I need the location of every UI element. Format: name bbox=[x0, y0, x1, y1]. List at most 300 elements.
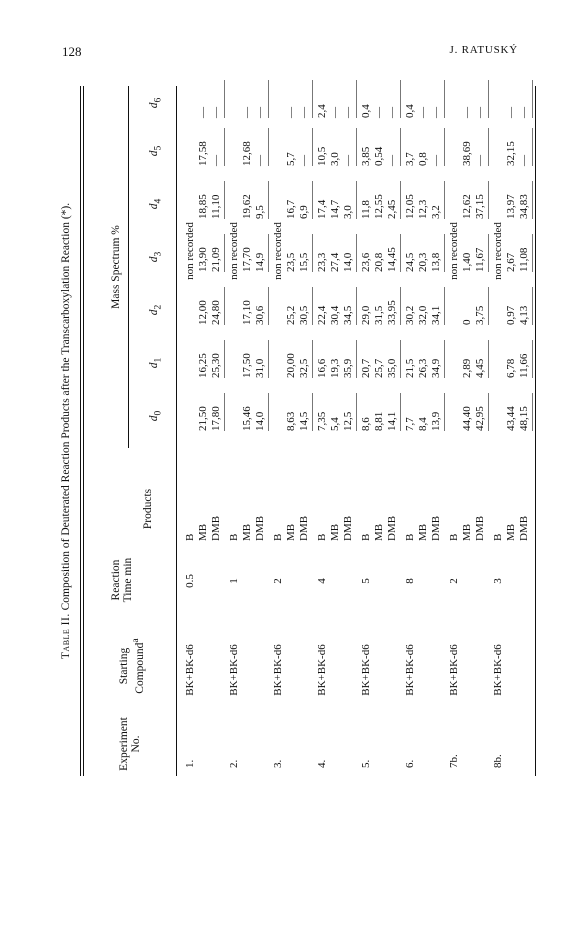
mass-spectrum-rule bbox=[128, 86, 129, 448]
value-cell-d4 bbox=[360, 175, 399, 219]
value: 13,90 bbox=[197, 247, 209, 272]
value-rule bbox=[488, 80, 489, 118]
value: 23,6 bbox=[360, 252, 372, 272]
product-name: MB bbox=[505, 523, 517, 541]
product-name: B bbox=[316, 533, 328, 541]
non-recorded-note: non recorded bbox=[228, 222, 240, 280]
value-rule bbox=[400, 234, 401, 272]
col-header-experiment: Experiment No. bbox=[118, 717, 142, 771]
col-header-starting-sup: a bbox=[130, 638, 141, 643]
d-letter: d bbox=[148, 256, 160, 263]
value: 12,5 bbox=[342, 411, 354, 431]
col-header-d5 bbox=[148, 136, 164, 166]
value-rule bbox=[224, 234, 225, 272]
value-cell-d2 bbox=[404, 281, 443, 325]
value bbox=[448, 281, 461, 325]
value-cell-d1 bbox=[448, 334, 487, 378]
value: 15,46 bbox=[241, 406, 253, 431]
d-subscript: 2 bbox=[152, 304, 164, 310]
value bbox=[492, 228, 505, 272]
experiment-no: 6. bbox=[404, 759, 416, 768]
value bbox=[272, 387, 285, 431]
value: 12,68 bbox=[241, 141, 253, 166]
value: 32,5 bbox=[298, 358, 310, 378]
value bbox=[272, 122, 285, 166]
value-cell-d4 bbox=[184, 175, 223, 219]
value: 33,95 bbox=[386, 300, 398, 325]
value: 16,6 bbox=[316, 358, 328, 378]
value-cell-d2 bbox=[492, 281, 531, 325]
value: — bbox=[373, 107, 385, 118]
starting-compound: BK+BK-d6 bbox=[184, 644, 196, 696]
value-rule bbox=[444, 181, 445, 219]
value-rule bbox=[444, 128, 445, 166]
value-cell-d0 bbox=[184, 387, 223, 431]
value: 30,5 bbox=[298, 305, 310, 325]
experiment-no: 8b. bbox=[492, 754, 504, 768]
value: 1,40 bbox=[461, 252, 473, 272]
value-cell-d5 bbox=[404, 122, 443, 166]
value: — bbox=[241, 107, 253, 118]
value-cell-d0 bbox=[360, 387, 399, 431]
col-header-d0 bbox=[148, 401, 164, 431]
value-cell-d3 bbox=[492, 228, 531, 272]
value: — bbox=[430, 155, 442, 166]
value bbox=[492, 387, 505, 431]
value-rule bbox=[224, 393, 225, 431]
value: 8,63 bbox=[285, 411, 297, 431]
value-rule bbox=[268, 393, 269, 431]
value: 27,4 bbox=[329, 252, 341, 272]
reaction-time: 3 bbox=[492, 578, 504, 584]
value-cell-d1 bbox=[228, 334, 267, 378]
value: 9,5 bbox=[254, 205, 266, 219]
value-cell-d3 bbox=[228, 228, 267, 272]
value: 34,5 bbox=[342, 305, 354, 325]
value-rule bbox=[268, 287, 269, 325]
product-name: MB bbox=[373, 523, 385, 541]
products-cell bbox=[404, 461, 443, 541]
value: 24,5 bbox=[404, 252, 416, 272]
d-subscript: 3 bbox=[152, 251, 164, 257]
reaction-time: 1 bbox=[228, 578, 240, 584]
products-cell bbox=[492, 461, 531, 541]
value bbox=[184, 334, 197, 378]
value-rule bbox=[224, 340, 225, 378]
value-rule bbox=[356, 234, 357, 272]
d-subscript: 5 bbox=[152, 145, 164, 151]
value: 34,1 bbox=[430, 305, 442, 325]
d-subscript: 0 bbox=[152, 410, 164, 416]
value: — bbox=[298, 155, 310, 166]
products-cell bbox=[184, 461, 223, 541]
value: 12,62 bbox=[461, 194, 473, 219]
value-cell-d2 bbox=[448, 281, 487, 325]
value: 12,3 bbox=[417, 199, 429, 219]
value: — bbox=[197, 107, 209, 118]
col-header-starting-text: Starting Compound bbox=[118, 642, 146, 694]
product-name: B bbox=[184, 533, 196, 541]
value: 0,4 bbox=[360, 104, 372, 118]
value-rule bbox=[268, 181, 269, 219]
value-rule bbox=[444, 234, 445, 272]
value: 5,4 bbox=[329, 417, 341, 431]
value bbox=[272, 175, 285, 219]
product-name: B bbox=[492, 533, 504, 541]
value: — bbox=[518, 107, 530, 118]
value-cell-d5 bbox=[448, 122, 487, 166]
value bbox=[184, 281, 197, 325]
value-rule bbox=[312, 80, 313, 118]
product-name: DMB bbox=[474, 515, 486, 541]
value: 8,6 bbox=[360, 417, 372, 431]
value: 14,1 bbox=[386, 411, 398, 431]
value: — bbox=[386, 155, 398, 166]
value: 3,7 bbox=[404, 152, 416, 166]
value-rule bbox=[400, 181, 401, 219]
value bbox=[228, 74, 241, 118]
value-cell-d0 bbox=[448, 387, 487, 431]
value: 12,55 bbox=[373, 194, 385, 219]
value bbox=[228, 175, 241, 219]
value-rule bbox=[488, 287, 489, 325]
value-cell-d0 bbox=[272, 387, 311, 431]
value: 8,4 bbox=[417, 417, 429, 431]
value: — bbox=[342, 155, 354, 166]
reaction-time: 2 bbox=[272, 578, 284, 584]
value: 30,2 bbox=[404, 305, 416, 325]
value bbox=[228, 387, 241, 431]
value: — bbox=[254, 107, 266, 118]
non-recorded-note: non recorded bbox=[492, 222, 504, 280]
product-name: DMB bbox=[342, 515, 354, 541]
experiment-no: 2. bbox=[228, 759, 240, 768]
d-letter: d bbox=[148, 150, 160, 157]
value: 13,97 bbox=[505, 194, 517, 219]
value: 8,81 bbox=[373, 411, 385, 431]
page-header bbox=[62, 44, 518, 64]
value: 14,0 bbox=[254, 411, 266, 431]
d-letter: d bbox=[148, 203, 160, 210]
value: 11,08 bbox=[518, 247, 530, 272]
value-rule bbox=[400, 287, 401, 325]
value: 5,7 bbox=[285, 152, 297, 166]
value: 13,9 bbox=[430, 411, 442, 431]
value-cell-d6 bbox=[404, 74, 443, 118]
value bbox=[184, 74, 197, 118]
value-rule bbox=[356, 287, 357, 325]
col-header-products: Products bbox=[142, 488, 154, 530]
value: 14,45 bbox=[386, 247, 398, 272]
value: 3,0 bbox=[342, 205, 354, 219]
product-name: MB bbox=[417, 523, 429, 541]
col-header-d4 bbox=[148, 189, 164, 219]
value: 3,85 bbox=[360, 146, 372, 166]
value-cell-d5 bbox=[492, 122, 531, 166]
value: 26,3 bbox=[417, 358, 429, 378]
value: 17,10 bbox=[241, 300, 253, 325]
value-cell-d6 bbox=[448, 74, 487, 118]
value: 0 bbox=[461, 319, 473, 325]
value: 4,45 bbox=[474, 358, 486, 378]
d-subscript: 4 bbox=[152, 198, 164, 204]
col-header-mass-spectrum: Mass Spectrum % bbox=[110, 225, 122, 309]
value-rule bbox=[488, 128, 489, 166]
value-rule bbox=[400, 340, 401, 378]
d-letter: d bbox=[148, 102, 160, 109]
value bbox=[492, 281, 505, 325]
value: 35,9 bbox=[342, 358, 354, 378]
value: 16,7 bbox=[285, 199, 297, 219]
value: 3,2 bbox=[430, 205, 442, 219]
col-header-time: Reaction Time min bbox=[110, 557, 134, 603]
product-name: DMB bbox=[298, 515, 310, 541]
value: 6,78 bbox=[505, 358, 517, 378]
value: 2,67 bbox=[505, 252, 517, 272]
value-cell-d6 bbox=[360, 74, 399, 118]
value-rule bbox=[268, 234, 269, 272]
value bbox=[448, 175, 461, 219]
value: 4,13 bbox=[518, 305, 530, 325]
product-name: B bbox=[228, 533, 240, 541]
value-rule bbox=[532, 181, 533, 219]
value: 7,35 bbox=[316, 411, 328, 431]
value bbox=[228, 122, 241, 166]
value: 17,4 bbox=[316, 199, 328, 219]
products-cell bbox=[272, 461, 311, 541]
value-rule bbox=[224, 181, 225, 219]
value: — bbox=[474, 107, 486, 118]
value bbox=[492, 122, 505, 166]
value: 3,75 bbox=[474, 305, 486, 325]
value: 21,09 bbox=[210, 247, 222, 272]
value: 42,95 bbox=[474, 406, 486, 431]
value-cell-d2 bbox=[272, 281, 311, 325]
value-rule bbox=[444, 340, 445, 378]
value: 19,62 bbox=[241, 194, 253, 219]
value-cell-d4 bbox=[272, 175, 311, 219]
value: 20,7 bbox=[360, 358, 372, 378]
value bbox=[448, 122, 461, 166]
value: — bbox=[329, 107, 341, 118]
value bbox=[448, 334, 461, 378]
product-name: DMB bbox=[210, 515, 222, 541]
value-cell-d1 bbox=[492, 334, 531, 378]
table-label: Table II. bbox=[60, 613, 72, 660]
value-rule bbox=[356, 181, 357, 219]
value: — bbox=[461, 107, 473, 118]
products-cell bbox=[228, 461, 267, 541]
experiment-no: 1. bbox=[184, 759, 196, 768]
value bbox=[448, 74, 461, 118]
reaction-time: 8 bbox=[404, 578, 416, 584]
value bbox=[492, 334, 505, 378]
value: 6,9 bbox=[298, 205, 310, 219]
product-name: B bbox=[272, 533, 284, 541]
value: 25,7 bbox=[373, 358, 385, 378]
experiment-no: 3. bbox=[272, 759, 284, 768]
experiment-no: 4. bbox=[316, 759, 328, 768]
bottom-rule bbox=[535, 86, 536, 776]
value: 17,70 bbox=[241, 247, 253, 272]
starting-compound: BK+BK-d6 bbox=[228, 644, 240, 696]
value: 20,00 bbox=[285, 353, 297, 378]
value-rule bbox=[532, 340, 533, 378]
product-name: B bbox=[360, 533, 372, 541]
product-name: DMB bbox=[430, 515, 442, 541]
value-rule bbox=[312, 181, 313, 219]
d-letter: d bbox=[148, 415, 160, 422]
value-cell-d5 bbox=[184, 122, 223, 166]
value-cell-d6 bbox=[492, 74, 531, 118]
value: 16,25 bbox=[197, 353, 209, 378]
product-name: B bbox=[448, 533, 460, 541]
value-cell-d4 bbox=[448, 175, 487, 219]
value-cell-d3 bbox=[316, 228, 355, 272]
non-recorded-note: non recorded bbox=[448, 222, 460, 280]
value: — bbox=[210, 155, 222, 166]
product-name: MB bbox=[329, 523, 341, 541]
non-recorded-note: non recorded bbox=[272, 222, 284, 280]
value: 20,8 bbox=[373, 252, 385, 272]
col-header-d6 bbox=[148, 88, 164, 118]
value-rule bbox=[356, 128, 357, 166]
value: 29,0 bbox=[360, 305, 372, 325]
value: — bbox=[430, 107, 442, 118]
table-caption bbox=[60, 86, 72, 776]
value-cell-d2 bbox=[228, 281, 267, 325]
value-rule bbox=[532, 80, 533, 118]
value bbox=[272, 334, 285, 378]
value-rule bbox=[488, 393, 489, 431]
value: 11,67 bbox=[474, 247, 486, 272]
value: 31,0 bbox=[254, 358, 266, 378]
products-cell bbox=[316, 461, 355, 541]
value-cell-d2 bbox=[360, 281, 399, 325]
product-name: B bbox=[404, 533, 416, 541]
value: 43,44 bbox=[505, 406, 517, 431]
value-rule bbox=[268, 128, 269, 166]
value: 14,7 bbox=[329, 199, 341, 219]
value-cell-d0 bbox=[228, 387, 267, 431]
page-number: 128 bbox=[62, 44, 82, 59]
value-cell-d5 bbox=[360, 122, 399, 166]
value-cell-d3 bbox=[404, 228, 443, 272]
value-cell-d6 bbox=[184, 74, 223, 118]
starting-compound: BK+BK-d6 bbox=[448, 644, 460, 696]
product-name: DMB bbox=[386, 515, 398, 541]
value-cell-d2 bbox=[316, 281, 355, 325]
col-header-d1 bbox=[148, 348, 164, 378]
value: — bbox=[474, 155, 486, 166]
value: — bbox=[417, 107, 429, 118]
value: 0,54 bbox=[373, 146, 385, 166]
value: 37,15 bbox=[474, 194, 486, 219]
value: 17,58 bbox=[197, 141, 209, 166]
value-cell-d0 bbox=[492, 387, 531, 431]
value: 32,15 bbox=[505, 141, 517, 166]
value-cell-d6 bbox=[316, 74, 355, 118]
value: 15,5 bbox=[298, 252, 310, 272]
value: 0,97 bbox=[505, 305, 517, 325]
value bbox=[272, 281, 285, 325]
value: 21,50 bbox=[197, 406, 209, 431]
value: — bbox=[342, 107, 354, 118]
experiment-no: 7b. bbox=[448, 754, 460, 768]
value: 20,3 bbox=[417, 252, 429, 272]
value: 11,8 bbox=[360, 200, 372, 219]
value: 14,0 bbox=[342, 252, 354, 272]
value: 3,0 bbox=[329, 152, 341, 166]
value-rule bbox=[400, 80, 401, 118]
value-rule bbox=[312, 393, 313, 431]
value: — bbox=[298, 107, 310, 118]
value-rule bbox=[356, 80, 357, 118]
d-letter: d bbox=[148, 362, 160, 369]
starting-compound: BK+BK-d6 bbox=[404, 644, 416, 696]
products-cell bbox=[448, 461, 487, 541]
value-cell-d0 bbox=[316, 387, 355, 431]
header-rule bbox=[176, 86, 177, 776]
value bbox=[448, 387, 461, 431]
value: 32,0 bbox=[417, 305, 429, 325]
value: — bbox=[254, 155, 266, 166]
value: — bbox=[386, 107, 398, 118]
value: 2,45 bbox=[386, 199, 398, 219]
reaction-time: 0.5 bbox=[184, 574, 196, 588]
rotated-table bbox=[58, 86, 538, 776]
col-header-d3 bbox=[148, 242, 164, 272]
value: 34,83 bbox=[518, 194, 530, 219]
product-name: DMB bbox=[254, 515, 266, 541]
col-header-starting bbox=[118, 626, 146, 706]
value: — bbox=[518, 155, 530, 166]
value: 24,80 bbox=[210, 300, 222, 325]
value-cell-d1 bbox=[404, 334, 443, 378]
value-cell-d1 bbox=[272, 334, 311, 378]
value: 23,3 bbox=[316, 252, 328, 272]
d-subscript: 1 bbox=[152, 357, 164, 363]
value bbox=[272, 228, 285, 272]
experiment-no: 5. bbox=[360, 759, 372, 768]
value bbox=[184, 387, 197, 431]
running-head: J. RATUSKÝ bbox=[449, 44, 518, 56]
value: 22,4 bbox=[316, 305, 328, 325]
value-rule bbox=[444, 80, 445, 118]
value bbox=[184, 122, 197, 166]
product-name: DMB bbox=[518, 515, 530, 541]
value bbox=[492, 74, 505, 118]
value-rule bbox=[532, 287, 533, 325]
value: 10,5 bbox=[316, 146, 328, 166]
value-cell-d3 bbox=[184, 228, 223, 272]
value: 13,8 bbox=[430, 252, 442, 272]
reaction-time: 4 bbox=[316, 578, 328, 584]
product-name: MB bbox=[241, 523, 253, 541]
product-name: MB bbox=[285, 523, 297, 541]
starting-compound: BK+BK-d6 bbox=[316, 644, 328, 696]
value-cell-d5 bbox=[272, 122, 311, 166]
top-rule-double bbox=[83, 86, 84, 776]
value-cell-d4 bbox=[228, 175, 267, 219]
value: 25,2 bbox=[285, 305, 297, 325]
value: 0,8 bbox=[417, 152, 429, 166]
value-rule bbox=[312, 234, 313, 272]
value-rule bbox=[488, 234, 489, 272]
value: 38,69 bbox=[461, 141, 473, 166]
value-rule bbox=[532, 234, 533, 272]
value: 25,30 bbox=[210, 353, 222, 378]
